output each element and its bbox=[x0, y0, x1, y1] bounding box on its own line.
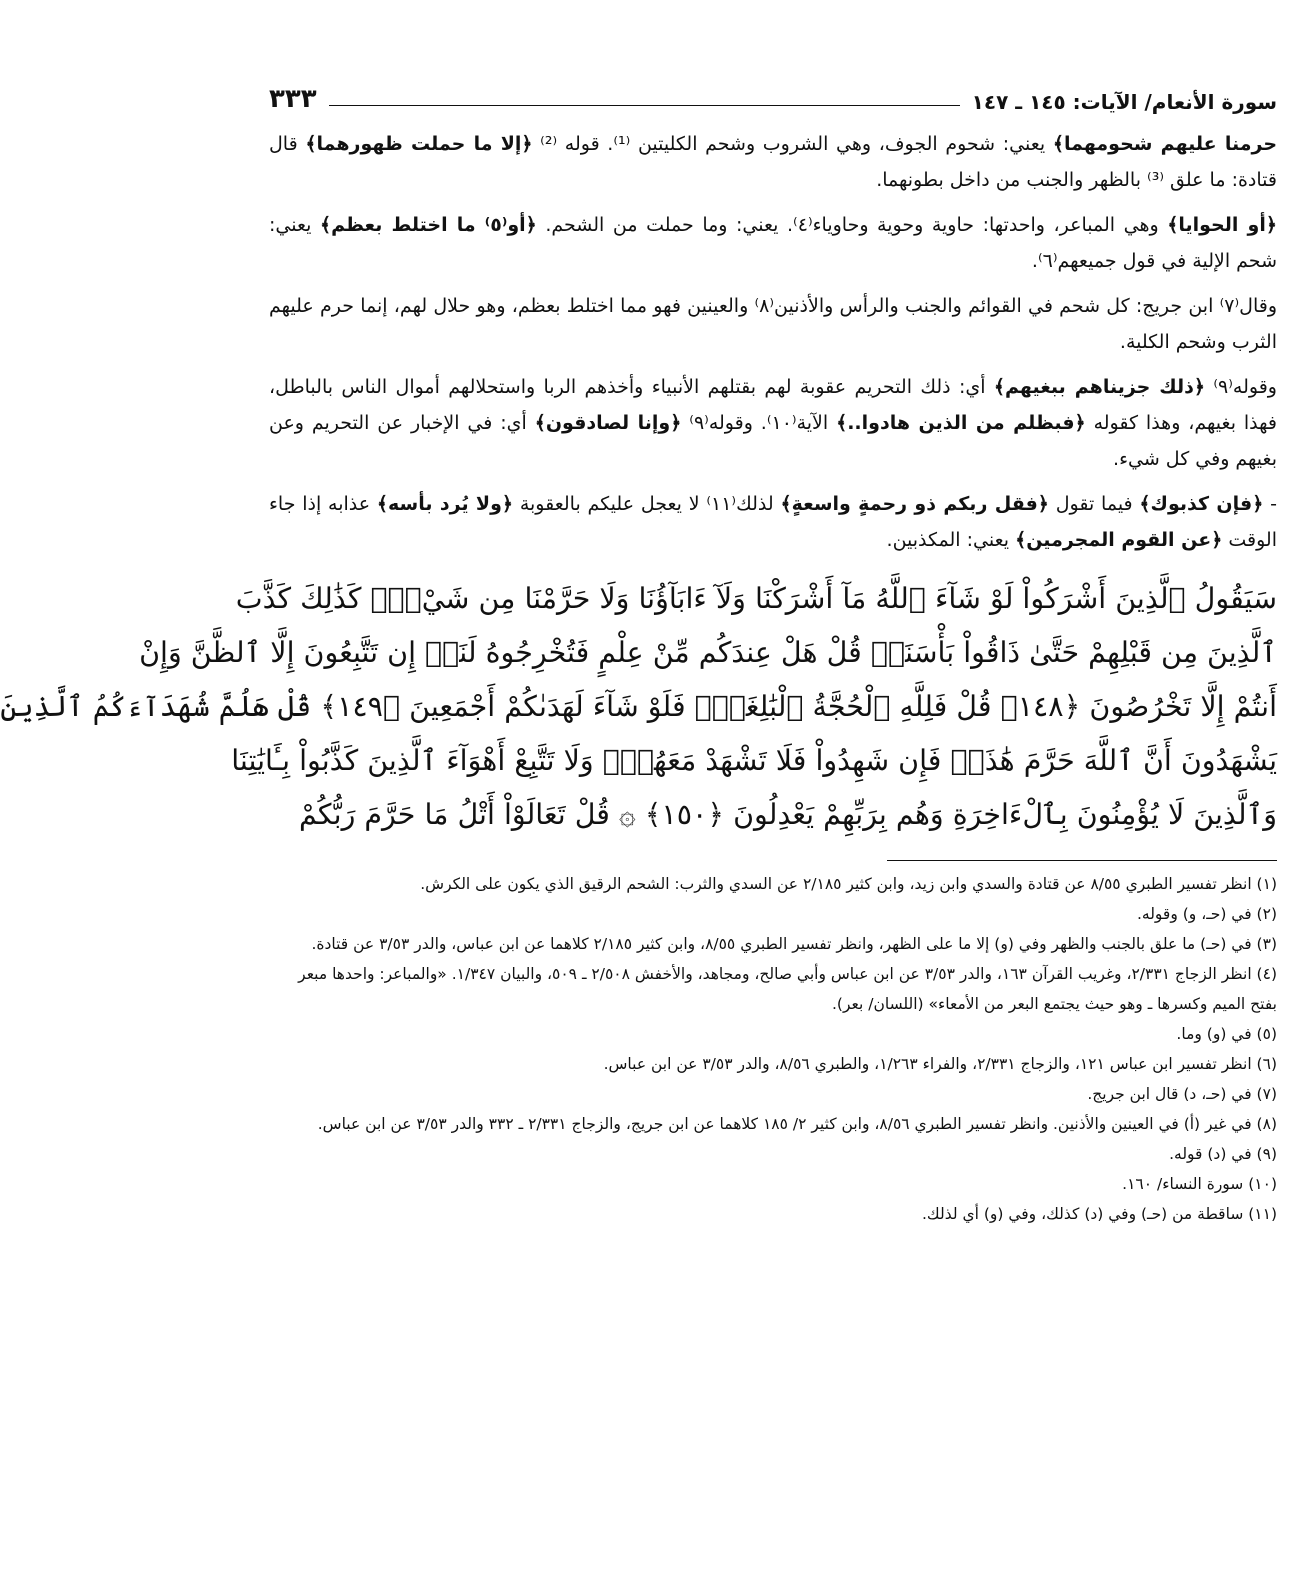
commentary-paragraph bbox=[269, 369, 1277, 477]
quoted-verse-phrase: ﴿فبظلم من الذين هادوا..﴾ bbox=[836, 412, 1086, 434]
commentary-text: وهي المباعر، واحدتها: حاوية وحوية وحاوياء⁽٤⁾. يعني: وما حملت من الشحم. bbox=[536, 214, 1168, 236]
quoted-verse-phrase: حرمنا عليهم شحومهما﴾ bbox=[1052, 133, 1278, 155]
quoted-verse-phrase: ﴿أو الحوايا﴾ bbox=[1167, 214, 1277, 236]
running-title: سورة الأنعام/ الآيات: ١٤٥ ـ ١٤٧ bbox=[971, 90, 1277, 114]
main-text bbox=[0, 126, 1278, 842]
footnote: (٧) في (حـ، د) قال ابن جريج. bbox=[1087, 1085, 1277, 1103]
commentary-text: وقال⁽٧⁾ ابن جريج: كل شحم في القوائم والجنب والرأس والأذنين⁽٨⁾ والعينين فهو مما اختلط بعظم، وهو حلال لهم، إنما حرم عليهم الثرب وشحم الكلية. bbox=[269, 295, 1278, 353]
quoted-verse-phrase: ﴿وإنا لصادقون﴾ bbox=[534, 412, 682, 434]
quoted-verse-phrase: ﴿إلا ما حملت ظهورهما﴾ bbox=[305, 133, 533, 155]
footnote: (٨) في غير (أ) في العينين والأذنين. وانظر تفسير الطبري ٨/٥٦، وابن كثير ٢/ ١٨٥ كلاهما عن ابن جريج، والزجاج ٢/٣٣١ ـ ٣٣٢ والدر ٣/٥٣ عن ابن عباس. bbox=[317, 1115, 1277, 1133]
quoted-verse-phrase: ﴿أو⁽٥⁾ ما اختلط بعظم﴾ bbox=[320, 214, 537, 236]
commentary-text: قال قتادة: ما علق ⁽³⁾ بالظهر والجنب من داخل بطونهما. bbox=[269, 133, 1277, 191]
quran-line: وَٱلَّذِينَ لَا يُؤْمِنُونَ بِٱلْءَاخِرَةِ وَهُم بِرَبِّهِمْ يَعْدِلُونَ ﴿١٥٠﴾ ۞ قُلْ تَعَالَوْاْ أَتْلُ مَا حَرَّمَ رَبُّكُمْ bbox=[298, 798, 1277, 831]
commentary-text: أي: في الإخبار عن التحريم وعن بغيهم وفي كل شيء. bbox=[269, 412, 1277, 470]
commentary-text: يعني: شحوم الجوف، وهي الشروب وشحم الكليتين ⁽¹⁾. قوله ⁽²⁾ bbox=[532, 133, 1053, 155]
quran-line: ٱلَّذِينَ مِن قَبْلِهِمْ حَتَّىٰ ذَاقُواْ بَأْسَنَاۗ قُلْ هَلْ عِندَكُم مِّنْ عِلْمٍ فَتُخْرِجُوهُ لَنَآۖ إِن تَتَّبِعُونَ إِلَّا ٱلظَّنَّ وَإِنْ bbox=[139, 636, 1277, 669]
commentary-paragraph bbox=[269, 288, 1277, 360]
footnote: (٩) في (د) قوله. bbox=[1169, 1145, 1277, 1163]
quran-line: أَنتُمْ إِلَّا تَخْرُصُونَ ﴿١٤٨﴾ قُلْ فَلِلَّهِ ٱلْحُجَّةُ ٱلْبَٰلِغَةُۖ فَلَوْ شَآءَ لَهَدَىٰكُمْ أَجْمَعِينَ ﴿١٤٩﴾ قُلْ هَلُمَّ شُهَدَآءَكُمُ ٱلَّذِينَ bbox=[0, 690, 1277, 723]
commentary-text: يعني: المكذبين. bbox=[886, 529, 1016, 551]
commentary-text: يعني: شحم الإلية في قول جميعهم⁽٦⁾. bbox=[269, 214, 1277, 272]
commentary-text: فيما تقول bbox=[1048, 493, 1140, 515]
footnote: (٢) في (حـ، و) وقوله. bbox=[1136, 905, 1277, 923]
footnote: (١٠) سورة النساء/ ١٦٠. bbox=[1122, 1175, 1277, 1193]
commentary-text: عذابه إذا جاء الوقت bbox=[269, 493, 1277, 551]
footnote: (٥) في (و) وما. bbox=[1176, 1025, 1277, 1043]
commentary-text: أي: ذلك التحريم عقوبة لهم بقتلهم الأنبياء وأخذهم الربا واستحلالهم أموال الناس بالباطل، فهذا بغيهم، وهذا كقوله bbox=[269, 376, 1277, 434]
commentary-paragraph bbox=[269, 126, 1277, 198]
footnote: (٤) انظر الزجاج ٢/٣٣١، وغريب القرآن ١٦٣، والدر ٣/٥٣ عن ابن عباس وأبي صالح، ومجاهد، والأخفش ٢/٥٠٨ ـ ٥٠٩، والبيان ١/٣٤٧. «والمباعر: واحدها مبعر بفتح الميم وكسرها ـ وهو حيث يجتمع البعر من الأمعاء» (اللسان/ بعر). bbox=[298, 965, 1277, 1013]
footnote: (٣) في (حـ) ما علق بالجنب والظهر وفي (و) إلا ما على الظهر، وانظر تفسير الطبري ٨/٥٥، وابن كثير ٢/١٨٥ كلاهما عن ابن عباس، والدر ٣/٥٣ عن قتادة. bbox=[311, 935, 1277, 953]
quran-line: سَيَقُولُ ٱلَّذِينَ أَشْرَكُواْ لَوْ شَآءَ ٱللَّهُ مَآ أَشْرَكْنَا وَلَآ ءَابَآؤُنَا وَلَا حَرَّمْنَا مِن شَيْءٍۚ كَذَٰلِكَ كَذَّبَ bbox=[235, 582, 1277, 615]
book-page bbox=[0, 78, 1278, 1548]
header-rule bbox=[329, 105, 960, 106]
commentary-paragraph bbox=[269, 486, 1277, 558]
commentary-paragraph bbox=[269, 207, 1277, 279]
quran-line: يَشْهَدُونَ أَنَّ ٱللَّهَ حَرَّمَ هَٰذَاۖ فَإِن شَهِدُواْ فَلَا تَشْهَدْ مَعَهُمْۚ وَلَا تَتَّبِعْ أَهْوَآءَ ٱلَّذِينَ كَذَّبُواْ بِـَٔايَٰتِنَا bbox=[231, 744, 1277, 777]
footnote: (١١) ساقطة من (حـ) وفي (د) كذلك، وفي (و) أي لذلك. bbox=[921, 1205, 1277, 1223]
footnote: (١) انظر تفسير الطبري ٨/٥٥ عن قتادة والسدي وابن زيد، وابن كثير ٢/١٨٥ عن السدي والثرب: الشحم الرقيق الذي يكون على الكرش. bbox=[420, 875, 1277, 893]
page-header bbox=[269, 78, 1277, 114]
footnotes bbox=[269, 869, 1277, 1229]
page-number: ٣٣٣ bbox=[269, 84, 317, 114]
quoted-verse-phrase: ﴿ولا يُرد بأسه﴾ bbox=[376, 493, 514, 515]
commentary-text: الآية⁽١٠⁾. وقوله⁽٩⁾ bbox=[681, 412, 837, 434]
commentary-text: لذلك⁽١١⁾ لا يعجل عليكم بالعقوبة bbox=[513, 493, 781, 515]
footnote: (٦) انظر تفسير ابن عباس ١٢١، والزجاج ٢/٣٣١، والفراء ١/٢٦٣، والطبري ٨/٥٦، والدر ٣/٥٣ عن ابن عباس. bbox=[603, 1055, 1277, 1073]
commentary-text: وقوله⁽٩⁾ bbox=[1205, 376, 1277, 398]
quoted-verse-phrase: ﴿ذلك جزيناهم ببغيهم﴾ bbox=[993, 376, 1206, 398]
footnote-separator bbox=[887, 860, 1277, 861]
quoted-verse-phrase: ﴿فقل ربكم ذو رحمةٍ واسعةٍ﴾ bbox=[780, 493, 1049, 515]
commentary-text: - bbox=[1263, 493, 1277, 515]
quoted-verse-phrase: ﴿عن القوم المجرمين﴾ bbox=[1015, 529, 1223, 551]
quran-verses-block bbox=[0, 572, 1277, 842]
quoted-verse-phrase: ﴿فإن كذبوك﴾ bbox=[1139, 493, 1264, 515]
